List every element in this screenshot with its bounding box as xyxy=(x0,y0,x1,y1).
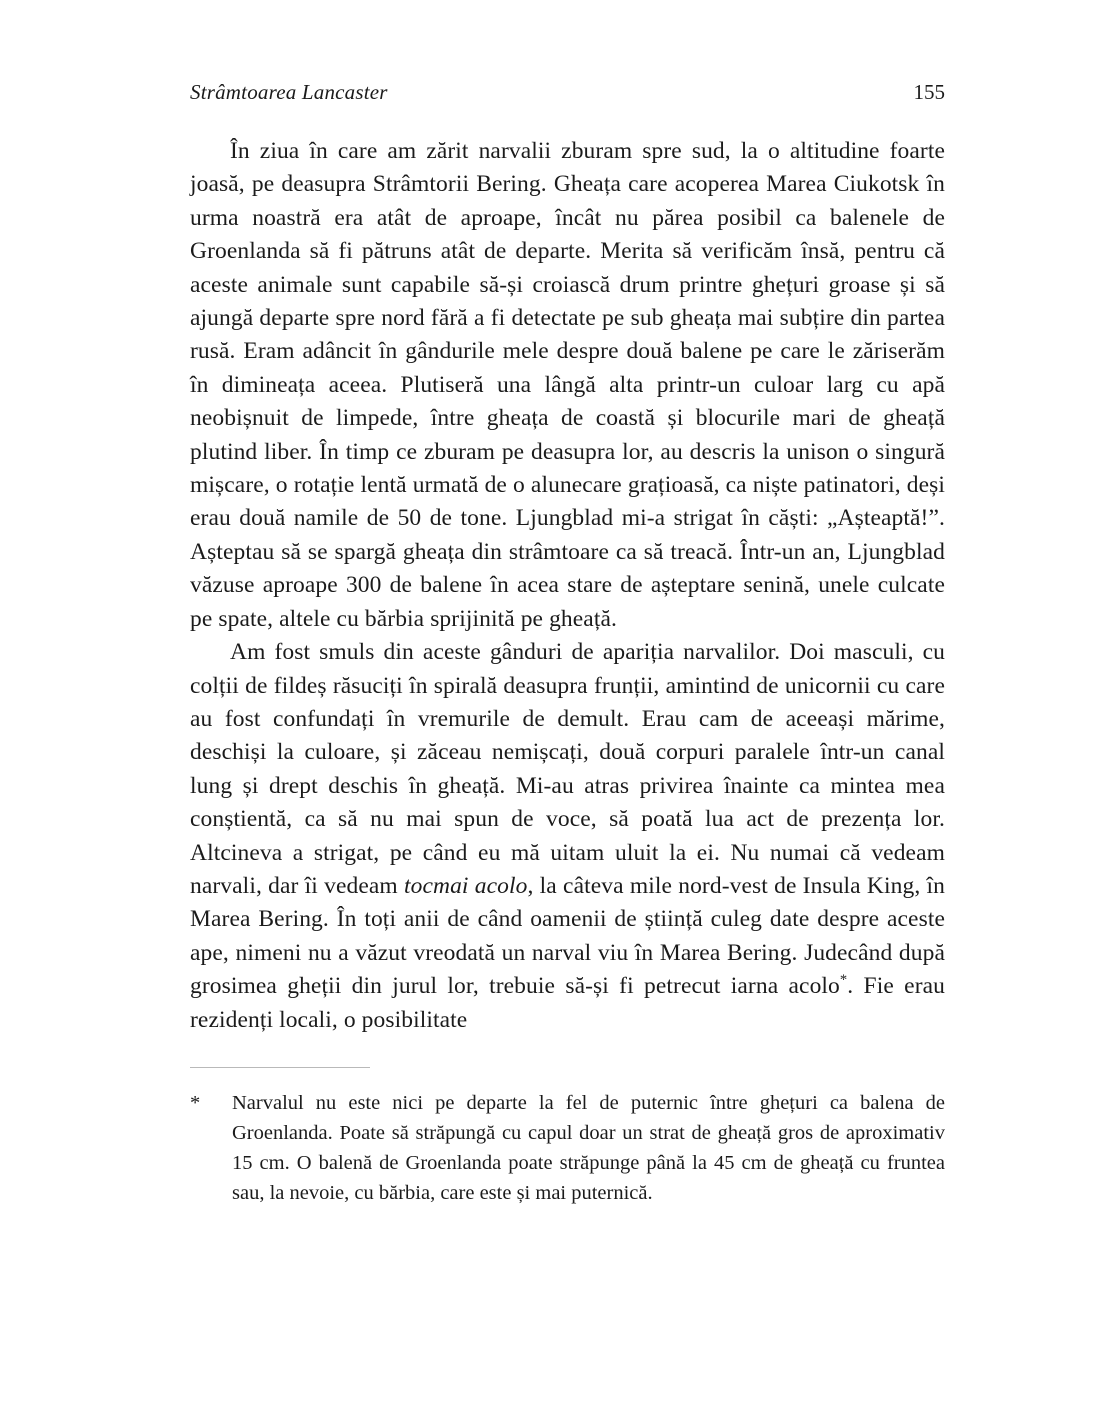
running-head-title: Strâmtoarea Lancaster xyxy=(190,80,388,104)
text-run: Am fost smuls din aceste gânduri de apariția narvalilor. Doi masculi, cu colții de fildeș răsuciți în spirală deasupra frunții, amintind de unicornii cu care au fost confundați în vremurile de demult. Erau cam de aceeași mărime, deschiși la culoare, și zăceau nemișcați, două corpuri paralele într-un canal lung și drept deschis în gheață. Mi-au atras privirea înainte ca mintea mea conștientă, ca să nu mai spun de voce, să poată lua act de prezența lor. Altcineva a strigat, pe când eu mă uitam uluit la ei. Nu numai că vedeam narvali, dar îi vedeam xyxy=(190,639,945,899)
paragraphs xyxy=(190,135,945,1037)
footnote-text: Narvalul nu este nici pe departe la fel de puternic între ghețuri ca balena de Groenlanda. Poate să străpungă cu capul doar un strat de gheață gros de aproximativ 15 cm. O balenă de Groenlanda poate străpunge până la 45 cm de gheață cu fruntea sau, la nevoie, cu bărbia, care este și mai puternică. xyxy=(232,1091,945,1204)
footnote xyxy=(190,1088,945,1208)
paragraph xyxy=(190,636,945,1037)
paragraph xyxy=(190,135,945,636)
text-run: , la câteva mile nord-vest de Insula King, în Marea Bering. În toți anii de când oamenii de știință culeg date despre aceste ape, nimeni nu a văzut vreodată un narval viu în Marea Bering. Judecând după grosimea gheții din jurul lor, trebuie să-și fi petrecut iarna acolo xyxy=(190,872,945,1000)
footnote-divider xyxy=(190,1067,370,1068)
text-run: În ziua în care am zărit narvalii zburam spre sud, la o altitudine foarte joasă, pe deasupra Strâmtorii Bering. Gheața care acoperea Marea Ciukotsk în urma noastră era atât de aproape, încât nu părea posibil ca balenele de Groenlanda să fi pătruns atât de departe. Merita să verificăm însă, pentru că aceste animale sunt capabile să-și croiască drum printre ghețuri groase și să ajungă departe spre nord fără a fi detectate pe sub gheața mai subțire din partea rusă. Eram adâncit în gândurile mele despre două balene pe care le zăriserăm în dimineața aceea. Plutiseră una lângă alta printr-un culoar larg cu apă neobișnuit de limpede, între gheața de coastă și blocurile mari de gheață plutind liber. În timp ce zburam pe deasupra lor, au descris la unison o singură mișcare, o rotație lentă urmată de o alunecare grațioasă, ca niște patinatori, deși erau două namile de 50 de tone. Ljungblad mi-a strigat în căști: „Așteaptă!”. Așteptau să se spargă gheața din strâmtoare ca să treacă. Într-un an, Ljungblad văzuse aproape 300 de balene în acea stare de așteptare senină, unele culcate pe spate, altele cu bărbia sprijinită pe gheață. xyxy=(190,138,945,632)
text-run: tocmai acolo xyxy=(404,872,528,899)
footnote-marker: * xyxy=(190,1091,201,1114)
text-run: . Fie erau rezidenți locali, o posibilitate xyxy=(190,973,945,1033)
footnote-reference: * xyxy=(839,972,848,989)
text-block xyxy=(190,80,945,1208)
page-header xyxy=(190,80,945,105)
page-number: 155 xyxy=(913,80,945,104)
